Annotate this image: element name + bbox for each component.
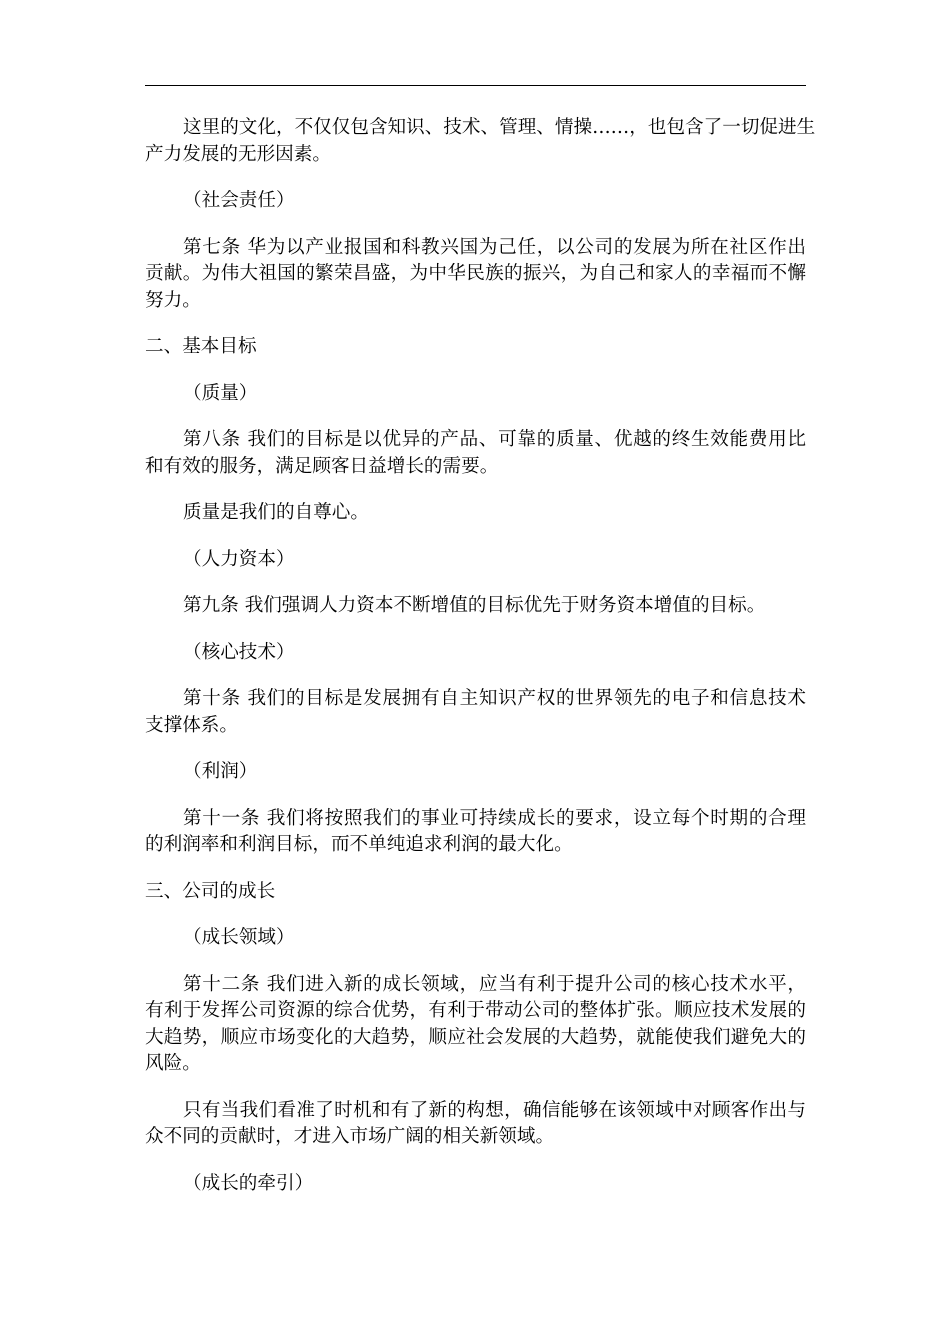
text-line: 第七条 华为以产业报国和科教兴国为己任，以公司的发展为所在社区作出: [183, 236, 806, 258]
text-line: （质量）: [183, 382, 258, 404]
document-body: [145, 115, 816, 1217]
text-line: 二、基本目标: [145, 336, 257, 357]
header-rule: [145, 85, 806, 86]
subsection-title: [145, 925, 806, 952]
paragraph: [145, 115, 816, 168]
text-line: （核心技术）: [183, 641, 295, 663]
paragraph: [145, 427, 806, 480]
text-line: 的利润率和利润目标，而不单纯追求利润的最大化。: [145, 834, 573, 855]
paragraph: [145, 500, 806, 527]
text-line: 大趋势，顺应市场变化的大趋势，顺应社会发展的大趋势，就能使我们避免大的: [145, 1026, 806, 1048]
paragraph: [145, 686, 806, 739]
paragraph: [145, 972, 806, 1078]
text-line: 努力。: [145, 289, 201, 311]
text-line: 支撑体系。: [145, 714, 238, 736]
section-heading: [145, 334, 806, 361]
text-line: （成长领域）: [183, 927, 295, 948]
text-line: 质量是我们的自尊心。: [183, 502, 369, 523]
subsection-title: [145, 640, 806, 667]
subsection-title: [145, 381, 806, 408]
text-line: 风险。: [145, 1053, 201, 1074]
subsection-title: [145, 1171, 806, 1198]
subsection-title: [145, 188, 806, 215]
text-line: 第十一条 我们将按照我们的事业可持续成长的要求，设立每个时期的合理: [183, 807, 806, 829]
text-line: 三、公司的成长: [145, 880, 276, 902]
text-line: （利润）: [183, 761, 258, 782]
text-line: 有利于发挥公司资源的综合优势，有利于带动公司的整体扩张。顺应技术发展的: [145, 1000, 806, 1021]
text-line: 这里的文化，不仅仅包含知识、技术、管理、情操……，也包含了一切促进生: [183, 117, 816, 138]
subsection-title: [145, 759, 806, 786]
section-heading: [145, 879, 806, 906]
text-line: 贡献。为伟大祖国的繁荣昌盛，为中华民族的振兴，为自己和家人的幸福而不懈: [145, 263, 806, 284]
text-line: （成长的牵引）: [183, 1172, 314, 1194]
paragraph: [145, 1098, 806, 1151]
text-line: （社会责任）: [183, 190, 295, 211]
text-line: 和有效的服务，满足顾客日益增长的需要。: [145, 455, 499, 477]
text-line: 产力发展的无形因素。: [145, 143, 331, 165]
subsection-title: [145, 547, 806, 574]
paragraph: [145, 806, 806, 859]
text-line: 第九条 我们强调人力资本不断增值的目标优先于财务资本增值的目标。: [183, 595, 766, 616]
text-line: 第十条 我们的目标是发展拥有自主知识产权的世界领先的电子和信息技术: [183, 688, 806, 709]
text-line: 众不同的贡献时，才进入市场广阔的相关新领域。: [145, 1126, 555, 1147]
paragraph: [145, 593, 806, 620]
text-line: 第十二条 我们进入新的成长领域，应当有利于提升公司的核心技术水平，: [183, 973, 806, 995]
text-line: 第八条 我们的目标是以优异的产品、可靠的质量、优越的终生效能费用比: [183, 429, 806, 450]
text-line: 只有当我们看准了时机和有了新的构想，确信能够在该领域中对顾客作出与: [183, 1099, 806, 1121]
paragraph: [145, 235, 806, 315]
text-line: （人力资本）: [183, 548, 295, 570]
